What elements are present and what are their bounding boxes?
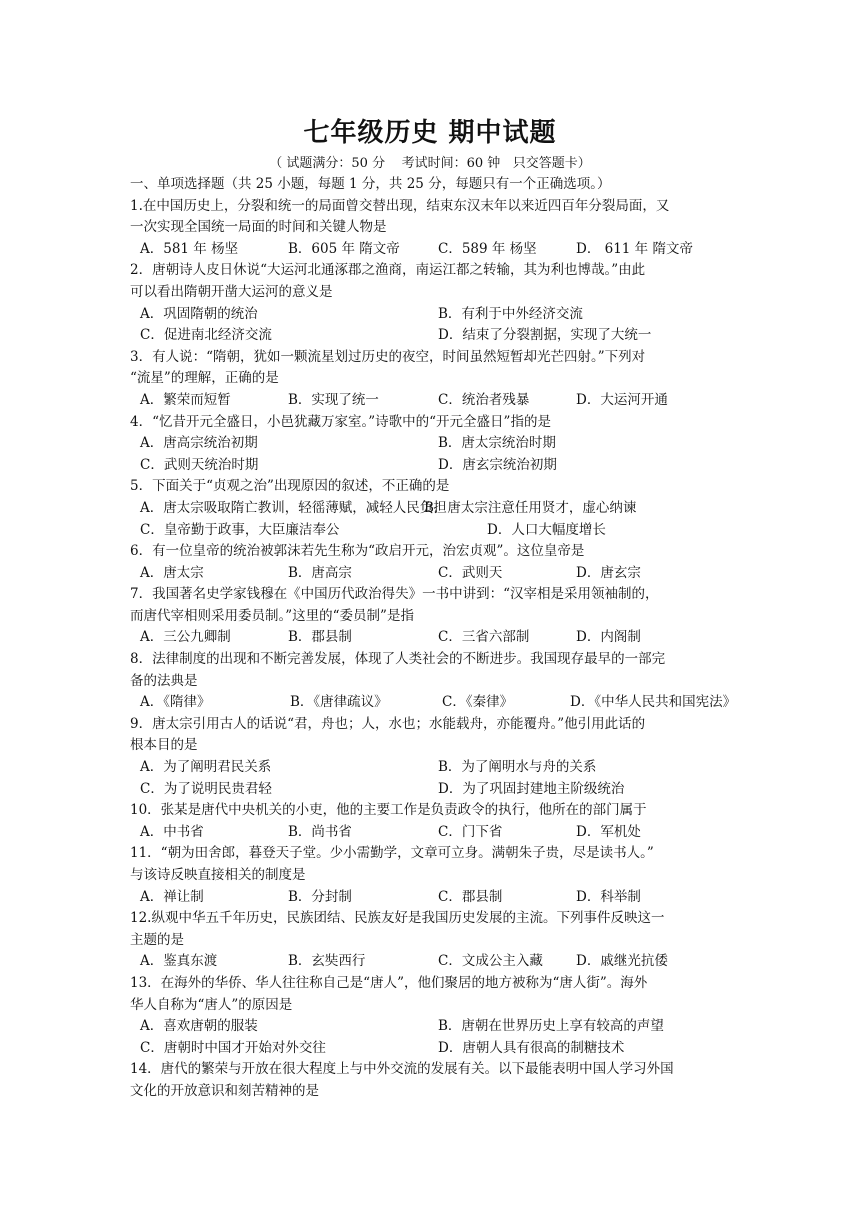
question-stem: 而唐代宰相则采用委员制。”这里的“委员制”是指: [130, 607, 414, 624]
question-stem: 根本目的是: [130, 737, 198, 754]
options-row: [130, 520, 730, 542]
answer-option: A．喜欢唐朝的服装: [140, 1018, 258, 1035]
page-title: 七年级历史 期中试题: [303, 118, 557, 148]
question-stem: 备的法典是: [130, 672, 198, 689]
question-stem: 14．唐代的繁荣与开放在很大程度上与中外交流的发展有关。以下最能表明中国人学习外国: [130, 1061, 674, 1078]
options-row: [130, 822, 730, 844]
options-row: [130, 563, 730, 585]
answer-option: D．人口大幅度增长: [487, 521, 606, 538]
answer-option: D．唐朝人具有很高的制糖技术: [438, 1039, 625, 1056]
exam-info: （ 试题满分：50 分 考试时间：60 钟 只交答题卡）: [269, 156, 591, 171]
answer-option: A．鉴真东渡: [140, 953, 218, 970]
answer-option: C．唐朝时中国才开始对外交往: [140, 1039, 326, 1056]
options-row: [130, 951, 730, 973]
answer-option: A．中书省: [140, 823, 204, 840]
answer-option: B．为了阐明水与舟的关系: [438, 759, 597, 776]
answer-option: D．《中华人民共和国宪法》: [570, 694, 737, 711]
answer-option: B．唐太宗统治时期: [438, 435, 556, 452]
answer-option: B．唐太宗注意任用贤才，虚心纳谏: [424, 499, 637, 516]
options-row: [130, 498, 730, 520]
answer-option: D．内阁制: [576, 629, 641, 646]
options-row: [130, 1038, 730, 1060]
question-stem: 5．下面关于“贞观之治”出现原因的叙述，不正确的是: [130, 478, 450, 495]
answer-option: D．结束了分裂割据，实现了大统一: [438, 327, 652, 344]
answer-option: C．皇帝勤于政事，大臣廉洁奉公: [140, 521, 340, 538]
options-row: [130, 627, 730, 649]
answer-option: A．三公九卿制: [140, 629, 231, 646]
options-row: [130, 239, 730, 261]
answer-option: B．郡县制: [288, 629, 352, 646]
options-row: [130, 455, 730, 477]
question-stem: 13．在海外的华侨、华人往往称自己是“唐人”，他们聚居的地方被称为“唐人街”。海外: [130, 974, 648, 991]
options-row: [130, 304, 730, 326]
answer-option: D．戚继光抗倭: [576, 953, 668, 970]
answer-option: B．有利于中外经济交流: [438, 305, 583, 322]
answer-option: B．分封制: [288, 888, 352, 905]
question-stem: 2．唐朝诗人皮日休说“大运河北通涿郡之渔商，南运江都之转输，其为利也博哉。”由此: [130, 262, 646, 279]
answer-option: C．文成公主入藏: [438, 953, 543, 970]
options-row: [130, 390, 730, 412]
answer-option: C．促进南北经济交流: [140, 327, 272, 344]
options-row: [130, 692, 737, 714]
answer-option: A．繁荣而短暂: [140, 391, 231, 408]
answer-option: B．尚书省: [288, 823, 352, 840]
options-row: [130, 433, 730, 455]
answer-option: B．《唐律疏议》: [290, 694, 388, 711]
question-stem: 一次实现全国统一局面的时间和关键人物是: [130, 219, 387, 236]
options-row: [130, 757, 730, 779]
options-row: [130, 1016, 730, 1038]
answer-option: A．唐太宗: [140, 564, 204, 581]
options-row: [130, 887, 730, 909]
question-stem: 4．“忆昔开元全盛日，小邑犹藏万家室。”诗歌中的“开元全盛日”指的是: [130, 413, 551, 430]
answer-option: D．军机处: [576, 823, 641, 840]
answer-option: D．大运河开通: [576, 391, 668, 408]
answer-option: B．实现了统一: [288, 391, 379, 408]
question-stem: 8．法律制度的出现和不断完善发展，体现了人类社会的不断进步。我国现存最早的一部完: [130, 651, 666, 668]
question-stem: 华人自称为“唐人”的原因是: [130, 996, 293, 1013]
answer-option: A．581 年 杨坚: [140, 240, 239, 257]
answer-option: C．三省六部制: [438, 629, 530, 646]
answer-option: B．唐朝在世界历史上享有较高的声望: [438, 1018, 664, 1035]
answer-option: C．统治者残暴: [438, 391, 530, 408]
answer-option: C．武则天: [438, 564, 503, 581]
question-stem: 11．“朝为田舍郎，暮登天子堂。少小需勤学，文章可立身。满朝朱子贵，尽是读书人。”: [130, 845, 654, 862]
question-stem: 12.纵观中华五千年历史，民族团结、民族友好是我国历史发展的主流。下列事件反映这一: [130, 910, 665, 927]
question-stem: 可以看出隋朝开凿大运河的意义是: [130, 283, 333, 300]
answer-option: A．为了阐明君民关系: [140, 759, 272, 776]
answer-option: A．唐太宗吸取隋亡教训，轻徭薄赋，减轻人民负担: [140, 499, 447, 516]
answer-option: D． 611 年 隋文帝: [576, 240, 693, 257]
answer-option: A．巩固隋朝的统治: [140, 305, 258, 322]
answer-option: C．郡县制: [438, 888, 503, 905]
answer-option: D．为了巩固封建地主阶级统治: [438, 780, 625, 797]
answer-option: C．589 年 杨坚: [438, 240, 537, 257]
exam-content: [130, 174, 737, 1103]
question-stem: 3．有人说：“隋朝，犹如一颗流星划过历史的夜空，时间虽然短暂却光芒四射。”下列对: [130, 348, 646, 365]
answer-option: C．为了说明民贵君轻: [140, 780, 272, 797]
question-stem: 与该诗反映直接相关的制度是: [130, 867, 306, 883]
question-stem: 文化的开放意识和刻苦精神的是: [130, 1082, 319, 1099]
question-stem: 主题的是: [130, 931, 184, 948]
question-stem: 6．有一位皇帝的统治被郭沫若先生称为“政启开元，治宏贞观”。这位皇帝是: [130, 543, 585, 560]
options-row: [130, 325, 730, 347]
question-stem: “流星”的理解，正确的是: [130, 370, 279, 387]
question-stem: 7．我国著名史学家钱穆在《中国历代政治得失》一书中讲到：“汉宰相是采用领袖制的，: [130, 586, 659, 603]
answer-option: C．武则天统治时期: [140, 456, 259, 473]
answer-option: D．唐玄宗统治初期: [438, 456, 557, 473]
section-heading: 一、单项选择题（共 25 小题，每题 1 分，共 25 分，每题只有一个正确选项。）: [130, 176, 611, 192]
options-row: [130, 779, 730, 801]
question-stem: 9．唐太宗引用古人的话说“君，舟也；人，水也；水能载舟，亦能覆舟。”他引用此话的: [130, 715, 646, 732]
answer-option: D．科举制: [576, 888, 641, 905]
answer-option: C．门下省: [438, 823, 503, 840]
question-stem: 10．张某是唐代中央机关的小吏，他的主要工作是负责政令的执行，他所在的部门属于: [130, 802, 647, 819]
answer-option: A．唐高宗统治初期: [140, 435, 258, 452]
answer-option: B．唐高宗: [288, 564, 352, 581]
answer-option: B．玄奘西行: [288, 953, 366, 970]
answer-option: A．《隋律》: [140, 694, 211, 711]
question-stem: 1.在中国历史上，分裂和统一的局面曾交替出现，结束东汉末年以来近四百年分裂局面，又: [130, 197, 670, 214]
answer-option: A．禅让制: [140, 888, 204, 905]
answer-option: D．唐玄宗: [576, 564, 641, 581]
answer-option: C．《秦律》: [442, 694, 514, 711]
answer-option: B．605 年 隋文帝: [288, 240, 400, 257]
